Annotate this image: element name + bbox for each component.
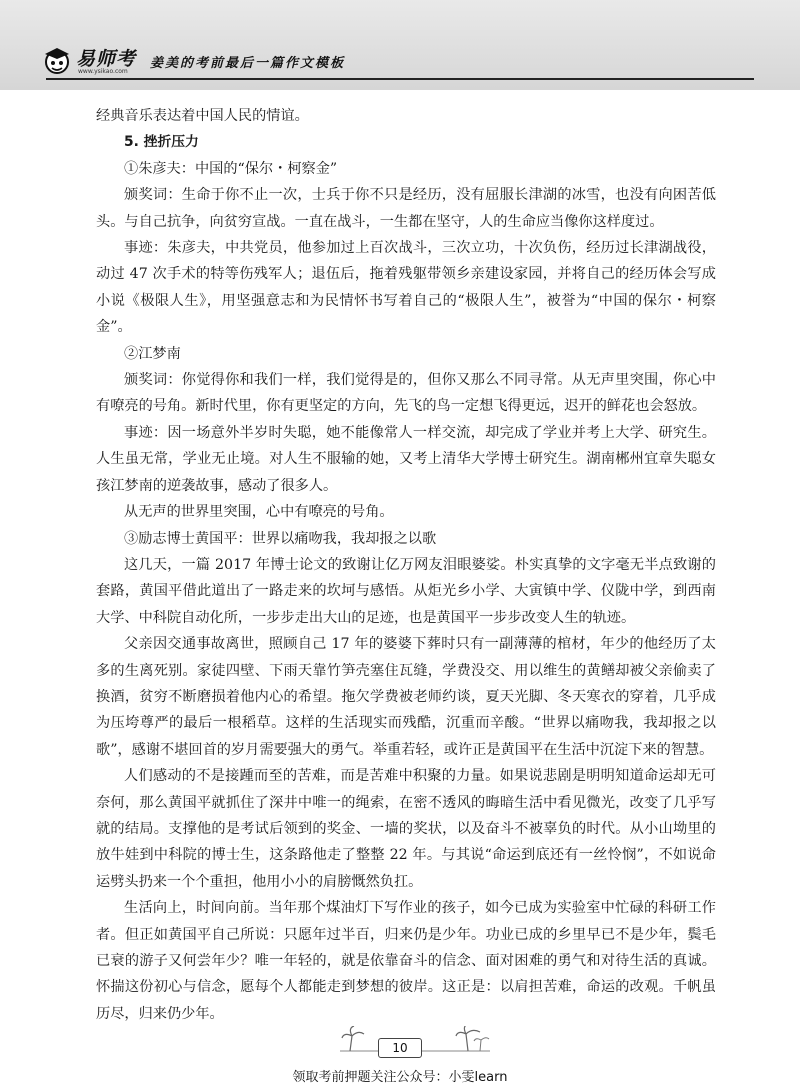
page-header — [0, 0, 800, 90]
paragraph: 事迹：因一场意外半岁时失聪，她不能像常人一样交流，却完成了学业并考上大学、研究生。人生虽无常，学业无止境。对人生不服输的她，又考上清华大学博士研究生。湖南郴州宜章失聪女孩江梦南的逆袭故事，感动了很多人。 — [96, 424, 716, 494]
page-number: 10 — [378, 1038, 422, 1058]
paragraph: 颁奖词：你觉得你和我们一样，我们觉得是的，但你又那么不同寻常。从无声里突围，你心中有嘹亮的号角。新时代里，你有更坚定的方向，先飞的鸟一定想飞得更远，迟开的鲜花也会怒放。 — [96, 372, 716, 415]
paragraph: ③励志博士黄国平：世界以痛吻我，我却报之以歌 — [124, 530, 437, 547]
paragraph: 父亲因交通事故离世，照顾自己 17 年的婆婆下葬时只有一副薄薄的棺材，年少的他经历了太多的生离死别。家徒四壁、下雨天靠竹笋壳塞住瓦缝，学费没交、用以维生的黄鳝却被父亲偷卖了换酒，贫穷不断磨损着他内心的希望。拖欠学费被老师约谈，夏天光脚、冬天寒衣的穿着，几乎成为压垮尊严的最后一根稻草。这样的生活现实而残酷，沉重而辛酸。“世界以痛吻我，我却报之以歌”，感谢不堪回首的岁月需要强大的勇气。举重若轻，或许正是黄国平在生活中沉淀下来的智慧。 — [96, 636, 716, 758]
paragraph: 人们感动的不是接踵而至的苦难，而是苦难中积聚的力量。如果说悲剧是明明知道命运却无可奈何，那么黄国平就抓住了深井中唯一的绳索，在密不透风的晦暗生活中看见微光，改变了几乎写就的结局。支撑他的是考试后领到的奖金、一墙的奖状，以及奋斗不被辜负的时代。从小山坳里的放牛娃到中科院的博士生，这条路他走了整整 22 年。与其说“命运到底还有一丝怜悯”，不如说命运劈头扔来一个个重担，他用小小的肩膀慨然负扛。 — [96, 768, 716, 890]
graduate-mascot-icon — [42, 46, 72, 76]
paragraph: ②江梦南 — [124, 345, 181, 362]
paragraph: 事迹：朱彦夫，中共党员，他参加过上百次战斗，三次立功，十次负伤，经历过长津湖战役，动过 47 次手术的特等伤残军人；退伍后，拖着残躯带领乡亲建设家园，并将自己的经历体会写成小说《极限人生》，用坚强意志和为民情怀书写着自己的“极限人生”，被誉为“中国的保尔・柯察金”。 — [96, 240, 716, 336]
paragraph: 颁奖词：生命于你不止一次，士兵于你不只是经历，没有屈服长津湖的冰雪，也没有向困苦低头。与自己抗争，向贫穷宣战。一直在战斗，一生都在坚守，人的生命应当像你这样度过。 — [96, 187, 716, 230]
footer-promo-text: 领取考前押题关注公众号：小雯learn — [292, 1070, 508, 1085]
paragraph: 这几天，一篇 2017 年博士论文的致谢让亿万网友泪眼婆娑。朴实真挚的文字毫无半点致谢的套路，黄国平借此道出了一路走来的坎坷与感悟。从炬光乡小学、大寅镇中学、仪陇中学，到西南大学、中科院自动化所，一步步走出大山的足迹，也是黄国平一步步改变人生的轨迹。 — [96, 556, 716, 626]
header-divider — [46, 78, 754, 80]
section-heading: 5. 挫折压力 — [124, 134, 199, 151]
paragraph: ①朱彦夫：中国的“保尔・柯察金” — [124, 160, 338, 177]
paragraph: 生活向上，时间向前。当年那个煤油灯下写作业的孩子，如今已成为实验室中忙碌的科研工作者。但正如黄国平自己所说：只愿年过半百，归来仍是少年。功业已成的乡里早已不是少年，鬓毛已衰的游子又何尝年少？唯一年轻的，就是依靠奋斗的信念、面对困难的勇气和对待生活的真诚。怀揣这份初心与信念，愿每个人都能走到梦想的彼岸。这正是：以肩担苦难，命运的改观。千帆虽历尽，归来仍少年。 — [96, 900, 716, 1022]
header-title: 姜美的考前最后一篇作文模板 — [150, 56, 346, 71]
logo-text: 易师考 — [76, 48, 137, 70]
paragraph: 从无声的世界里突围，心中有嘹亮的号角。 — [124, 504, 394, 521]
paragraph: 经典音乐表达着中国人民的情谊。 — [96, 108, 309, 124]
logo-url: www.ysikao.com — [78, 68, 128, 75]
brand-logo — [42, 44, 142, 78]
document-body — [96, 103, 716, 1027]
